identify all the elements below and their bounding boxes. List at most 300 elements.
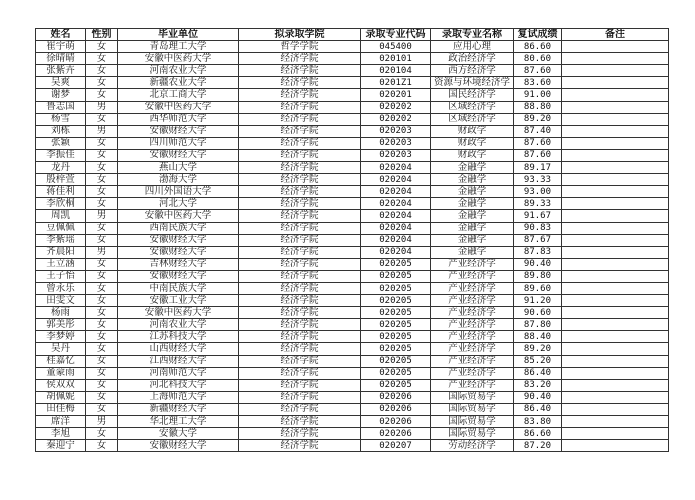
graduate-school: 安徽中医药大学 [118,307,239,319]
major-code: 020204 [361,246,431,258]
admitting-college: 经济学院 [239,198,361,210]
graduate-school: 四川师范大学 [118,137,239,149]
table-row [36,101,669,113]
graduate-school: 河南农业大学 [118,319,239,331]
major-name: 财政学 [431,137,514,149]
graduate-school: 江苏科技大学 [118,331,239,343]
remark [562,403,669,415]
major-name: 金融学 [431,186,514,198]
student-name: 蒋佳利 [36,186,86,198]
table-row [36,258,669,270]
major-name: 劳动经济学 [431,440,514,452]
graduate-school: 渤海大学 [118,174,239,186]
major-code: 020205 [361,343,431,355]
table-row [36,53,669,65]
remark [562,162,669,174]
retest-score: 89.17 [514,162,562,174]
remark [562,355,669,367]
header-remark: 备注 [562,29,669,41]
admitting-college: 经济学院 [239,186,361,198]
gender: 女 [86,367,118,379]
gender: 女 [86,355,118,367]
major-name: 产业经济学 [431,367,514,379]
student-name: 豆佩佩 [36,222,86,234]
admitting-college: 经济学院 [239,428,361,440]
gender: 女 [86,222,118,234]
major-name: 国民经济学 [431,89,514,101]
student-name: 杨雪 [36,113,86,125]
retest-score: 91.00 [514,89,562,101]
table-row [36,198,669,210]
table-row [36,379,669,391]
gender: 女 [86,391,118,403]
student-name: 王子怡 [36,270,86,282]
major-code: 020205 [361,282,431,294]
major-name: 产业经济学 [431,307,514,319]
major-code: 020204 [361,222,431,234]
retest-score: 87.67 [514,234,562,246]
remark [562,440,669,452]
major-code: 020204 [361,174,431,186]
admitting-college: 经济学院 [239,319,361,331]
graduate-school: 安徽财经大学 [118,149,239,161]
retest-score: 91.20 [514,295,562,307]
student-name: 郭美彤 [36,319,86,331]
major-code: 020205 [361,258,431,270]
retest-score: 89.80 [514,270,562,282]
student-name: 李振佳 [36,149,86,161]
graduate-school: 安徽财经大学 [118,125,239,137]
major-name: 产业经济学 [431,331,514,343]
admitting-college: 经济学院 [239,282,361,294]
graduate-school: 新疆财经大学 [118,403,239,415]
major-name: 金融学 [431,198,514,210]
gender: 女 [86,41,118,53]
major-name: 金融学 [431,222,514,234]
major-code: 020101 [361,53,431,65]
major-code: 020204 [361,234,431,246]
major-code: 020205 [361,319,431,331]
student-name: 谢梦 [36,89,86,101]
table-row [36,186,669,198]
header-score: 复试成绩 [514,29,562,41]
graduate-school: 中南民族大学 [118,282,239,294]
graduate-school: 燕山大学 [118,162,239,174]
remark [562,343,669,355]
student-name: 徐晴晴 [36,53,86,65]
remark [562,367,669,379]
major-name: 西方经济学 [431,65,514,77]
major-code: 020206 [361,391,431,403]
graduate-school: 山西财经大学 [118,343,239,355]
admitting-college: 经济学院 [239,403,361,415]
remark [562,270,669,282]
table-row [36,403,669,415]
remark [562,137,669,149]
table-row [36,355,669,367]
remark [562,53,669,65]
graduate-school: 河北大学 [118,198,239,210]
student-name: 周凯 [36,210,86,222]
student-name: 秦迎宁 [36,440,86,452]
admitting-college: 经济学院 [239,210,361,222]
student-name: 殷梓萱 [36,174,86,186]
gender: 男 [86,101,118,113]
remark [562,379,669,391]
retest-score: 87.40 [514,125,562,137]
admitting-college: 经济学院 [239,246,361,258]
table-row [36,270,669,282]
remark [562,391,669,403]
major-code: 020205 [361,367,431,379]
graduate-school: 江西财经大学 [118,355,239,367]
major-code: 020201 [361,89,431,101]
retest-score: 87.60 [514,137,562,149]
graduate-school: 华北理工大学 [118,416,239,428]
retest-score: 90.60 [514,307,562,319]
graduate-school: 河南师范大学 [118,367,239,379]
graduate-school: 安徽大学 [118,428,239,440]
graduate-school: 河北科技大学 [118,379,239,391]
student-name: 崔宇萌 [36,41,86,53]
major-name: 金融学 [431,234,514,246]
remark [562,222,669,234]
admitting-college: 经济学院 [239,174,361,186]
student-name: 张颖 [36,137,86,149]
major-code: 020104 [361,65,431,77]
major-code: 020203 [361,137,431,149]
retest-score: 89.60 [514,282,562,294]
retest-score: 87.60 [514,149,562,161]
remark [562,174,669,186]
admitting-college: 经济学院 [239,53,361,65]
remark [562,198,669,210]
major-name: 金融学 [431,246,514,258]
gender: 女 [86,137,118,149]
retest-score: 90.83 [514,222,562,234]
admitting-college: 经济学院 [239,77,361,89]
major-code: 020205 [361,355,431,367]
gender: 女 [86,440,118,452]
remark [562,101,669,113]
major-name: 国际贸易学 [431,403,514,415]
major-name: 产业经济学 [431,282,514,294]
remark [562,234,669,246]
table-row [36,428,669,440]
major-name: 财政学 [431,125,514,137]
major-name: 区域经济学 [431,113,514,125]
student-name: 田佳梅 [36,403,86,415]
remark [562,416,669,428]
table-row [36,307,669,319]
major-code: 020202 [361,113,431,125]
table-row [36,89,669,101]
admitting-college: 经济学院 [239,101,361,113]
student-name: 王立涵 [36,258,86,270]
admitting-college: 经济学院 [239,125,361,137]
admitting-college: 经济学院 [239,258,361,270]
student-name: 曾永乐 [36,282,86,294]
major-code: 020203 [361,149,431,161]
retest-score: 87.80 [514,319,562,331]
major-name: 国际贸易学 [431,391,514,403]
table-row [36,174,669,186]
retest-score: 83.60 [514,77,562,89]
student-name: 吴丹 [36,343,86,355]
gender: 女 [86,282,118,294]
graduate-school: 安徽财经大学 [118,234,239,246]
retest-score: 93.33 [514,174,562,186]
table-row [36,41,669,53]
admitting-college: 经济学院 [239,113,361,125]
major-code: 020205 [361,270,431,282]
retest-score: 90.40 [514,258,562,270]
retest-score: 87.60 [514,65,562,77]
graduate-school: 安徽财经大学 [118,246,239,258]
graduate-school: 新疆农业大学 [118,77,239,89]
admitting-college: 经济学院 [239,89,361,101]
gender: 女 [86,89,118,101]
gender: 女 [86,331,118,343]
table-row [36,343,669,355]
admitting-college: 经济学院 [239,343,361,355]
gender: 女 [86,258,118,270]
table-row [36,319,669,331]
table-row [36,222,669,234]
gender: 女 [86,174,118,186]
remark [562,295,669,307]
admitting-college: 经济学院 [239,355,361,367]
major-name: 产业经济学 [431,379,514,391]
remark [562,186,669,198]
table-row [36,416,669,428]
gender: 男 [86,125,118,137]
graduate-school: 安徽财经大学 [118,270,239,282]
remark [562,113,669,125]
admitting-college: 经济学院 [239,391,361,403]
student-name: 杨雨 [36,307,86,319]
gender: 女 [86,186,118,198]
table-row [36,282,669,294]
gender: 女 [86,162,118,174]
retest-score: 89.20 [514,343,562,355]
gender: 男 [86,246,118,258]
remark [562,258,669,270]
major-code: 020204 [361,186,431,198]
major-code: 020202 [361,101,431,113]
gender: 女 [86,379,118,391]
header-name: 姓名 [36,29,86,41]
remark [562,77,669,89]
major-name: 金融学 [431,210,514,222]
graduate-school: 河南农业大学 [118,65,239,77]
gender: 女 [86,295,118,307]
table-row [36,246,669,258]
table-row [36,367,669,379]
remark [562,282,669,294]
remark [562,246,669,258]
student-name: 胡佩妮 [36,391,86,403]
gender: 女 [86,319,118,331]
remark [562,125,669,137]
major-code: 045400 [361,41,431,53]
retest-score: 89.33 [514,198,562,210]
gender: 女 [86,428,118,440]
major-name: 政治经济学 [431,53,514,65]
gender: 女 [86,403,118,415]
major-name: 产业经济学 [431,258,514,270]
graduate-school: 安徽中医药大学 [118,210,239,222]
table-row [36,391,669,403]
major-name: 财政学 [431,149,514,161]
graduate-school: 安徽中医药大学 [118,53,239,65]
admitting-college: 经济学院 [239,162,361,174]
admitting-college: 经济学院 [239,367,361,379]
major-name: 产业经济学 [431,295,514,307]
student-name: 李旭 [36,428,86,440]
student-name: 李梦婷 [36,331,86,343]
retest-score: 93.00 [514,186,562,198]
table-row [36,65,669,77]
table-row [36,137,669,149]
header-major-code: 录取专业代码 [361,29,431,41]
major-code: 020204 [361,210,431,222]
remark [562,319,669,331]
student-name: 席洋 [36,416,86,428]
major-code: 020204 [361,162,431,174]
gender: 男 [86,416,118,428]
gender: 女 [86,77,118,89]
gender: 女 [86,234,118,246]
admitting-college: 经济学院 [239,137,361,149]
student-name: 龙丹 [36,162,86,174]
admitting-college: 经济学院 [239,65,361,77]
header-major-name: 录取专业名称 [431,29,514,41]
student-name: 吴爽 [36,77,86,89]
major-code: 020203 [361,125,431,137]
table-row [36,440,669,452]
retest-score: 83.80 [514,416,562,428]
table-row [36,149,669,161]
admitting-college: 经济学院 [239,295,361,307]
gender: 女 [86,53,118,65]
table-row [36,331,669,343]
graduate-school: 西华师范大学 [118,113,239,125]
table-row [36,234,669,246]
major-code: 020206 [361,403,431,415]
retest-score: 87.20 [514,440,562,452]
retest-score: 86.40 [514,403,562,415]
major-name: 金融学 [431,174,514,186]
header-gender: 性别 [86,29,118,41]
header-school: 毕业单位 [118,29,239,41]
admitting-college: 经济学院 [239,234,361,246]
major-name: 资源与环境经济学 [431,77,514,89]
major-code: 020204 [361,198,431,210]
retest-score: 87.83 [514,246,562,258]
remark [562,149,669,161]
student-name: 田雯文 [36,295,86,307]
graduate-school: 安徽工业大学 [118,295,239,307]
retest-score: 86.60 [514,428,562,440]
graduate-school: 吉林财经大学 [118,258,239,270]
retest-score: 89.20 [514,113,562,125]
student-name: 张紫卉 [36,65,86,77]
remark [562,331,669,343]
major-code: 020207 [361,440,431,452]
gender: 男 [86,210,118,222]
header-row [36,29,669,41]
table-header [36,29,669,41]
major-name: 产业经济学 [431,319,514,331]
table-row [36,210,669,222]
gender: 女 [86,270,118,282]
major-code: 020206 [361,428,431,440]
table-row [36,295,669,307]
admitting-college: 经济学院 [239,149,361,161]
table-body [36,41,669,452]
major-code: 020205 [361,295,431,307]
major-code: 020205 [361,307,431,319]
table-row [36,77,669,89]
student-name: 李欣桐 [36,198,86,210]
table-row [36,113,669,125]
major-name: 区域经济学 [431,101,514,113]
student-name: 李紫瑶 [36,234,86,246]
admitting-college: 经济学院 [239,222,361,234]
remark [562,210,669,222]
admitting-college: 哲学学院 [239,41,361,53]
major-name: 产业经济学 [431,270,514,282]
retest-score: 90.40 [514,391,562,403]
gender: 女 [86,149,118,161]
admitting-college: 经济学院 [239,331,361,343]
student-name: 桂嘉忆 [36,355,86,367]
admitting-college: 经济学院 [239,379,361,391]
student-name: 齐晨阳 [36,246,86,258]
retest-score: 91.67 [514,210,562,222]
student-name: 侯双双 [36,379,86,391]
graduate-school: 西南民族大学 [118,222,239,234]
retest-score: 86.60 [514,41,562,53]
admitting-college: 经济学院 [239,307,361,319]
major-name: 金融学 [431,162,514,174]
table-row [36,125,669,137]
admitting-college: 经济学院 [239,416,361,428]
retest-score: 85.20 [514,355,562,367]
major-name: 国际贸易学 [431,416,514,428]
admission-table [35,28,669,452]
gender: 女 [86,113,118,125]
retest-score: 83.20 [514,379,562,391]
major-code: 020206 [361,416,431,428]
major-name: 产业经济学 [431,355,514,367]
major-name: 应用心理 [431,41,514,53]
major-code: 020205 [361,379,431,391]
remark [562,307,669,319]
gender: 女 [86,65,118,77]
student-name: 鲁志国 [36,101,86,113]
remark [562,41,669,53]
graduate-school: 安徽财经大学 [118,440,239,452]
retest-score: 88.80 [514,101,562,113]
student-name: 董蒙雨 [36,367,86,379]
admitting-college: 经济学院 [239,440,361,452]
graduate-school: 北京工商大学 [118,89,239,101]
gender: 女 [86,198,118,210]
major-code: 020205 [361,331,431,343]
admitting-college: 经济学院 [239,270,361,282]
